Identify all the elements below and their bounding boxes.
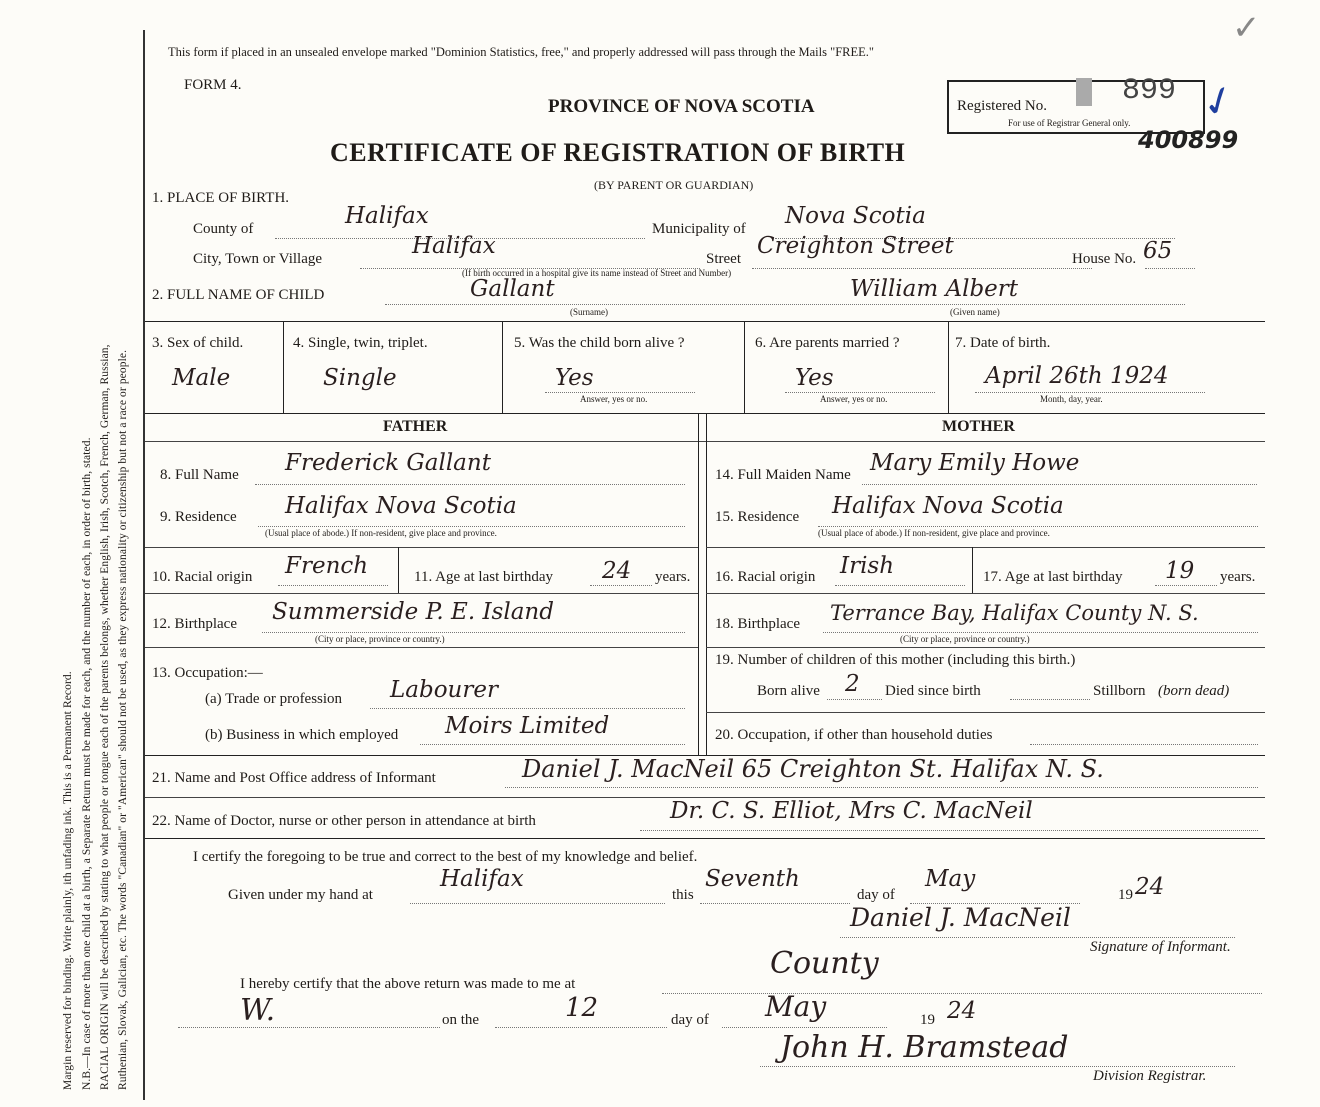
mother-children-label: 19. Number of children of this mother (including this birth.) <box>715 652 1076 668</box>
col-divider-1 <box>283 321 284 413</box>
father-business-value: Moirs Limited <box>445 713 610 739</box>
mother-birthplace-line <box>823 632 1258 633</box>
father-occupation-label: 13. Occupation:— <box>152 665 263 681</box>
registrar-year-prefix: 19 <box>920 1012 935 1028</box>
parent-divider-a <box>698 413 699 755</box>
city-label: City, Town or Village <box>193 251 323 267</box>
father-race-divider <box>398 547 399 593</box>
born-alive-caption: Answer, yes or no. <box>580 394 648 404</box>
registrar-place-value-2: W. <box>240 993 276 1028</box>
mother-name-line <box>862 484 1257 485</box>
rule-attendant-bottom <box>145 838 1265 839</box>
mother-race-line <box>835 585 965 586</box>
margin-rule <box>143 30 145 1100</box>
stillborn-label: Stillborn <box>1093 683 1146 699</box>
informant-label: 21. Name and Post Office address of Informant <box>152 770 436 786</box>
father-name-value: Frederick Gallant <box>285 450 491 476</box>
father-residence-line <box>258 526 685 527</box>
rule-details-top <box>145 321 1265 322</box>
father-trade-line <box>370 708 685 709</box>
mother-name-label: 14. Full Maiden Name <box>715 467 851 483</box>
mother-name-value: Mary Emily Howe <box>870 450 1080 476</box>
house-line <box>1145 268 1195 269</box>
date-of-birth-value: April 26th 1924 <box>985 363 1169 389</box>
street-line <box>752 268 1092 269</box>
given-name-caption: (Given name) <box>950 307 1000 317</box>
father-business-label: (b) Business in which employed <box>205 727 399 743</box>
form-label: FORM 4. <box>184 77 242 93</box>
informant-signature-label: Signature of Informant. <box>1090 939 1231 955</box>
attendant-line <box>640 830 1258 831</box>
registrar-signature: John H. Bramstead <box>780 1030 1069 1065</box>
father-race-line <box>278 585 388 586</box>
father-trade-value: Labourer <box>390 677 498 703</box>
father-business-line <box>420 744 685 745</box>
father-residence-value: Halifax Nova Scotia <box>285 493 517 519</box>
registrar-place-line <box>662 993 1262 994</box>
city-value: Halifax <box>412 233 496 259</box>
father-race-value: French <box>285 553 369 579</box>
registrar-signature-line <box>760 1066 1235 1067</box>
father-residence-label: 9. Residence <box>160 509 237 525</box>
born-alive-value: Yes <box>555 365 594 391</box>
registrar-signature-label: Division Registrar. <box>1093 1068 1207 1084</box>
informant-line <box>505 787 1258 788</box>
rule-father-occupation-top <box>145 647 698 648</box>
mother-birthplace-label: 18. Birthplace <box>715 616 800 632</box>
father-birthplace-line <box>262 632 685 633</box>
rule-mother-birthplace-top <box>706 593 1265 594</box>
mother-age-line <box>1155 585 1217 586</box>
date-of-birth-label: 7. Date of birth. <box>955 335 1051 351</box>
date-of-birth-caption: Month, day, year. <box>1040 394 1103 404</box>
attendant-value: Dr. C. S. Elliot, Mrs C. MacNeil <box>670 798 1033 824</box>
certify-year-value: 24 <box>1135 874 1165 900</box>
mother-residence-label: 15. Residence <box>715 509 800 525</box>
father-birthplace-caption: (City or place, province or country.) <box>315 634 445 644</box>
certificate-subtitle: (BY PARENT OR GUARDIAN) <box>594 178 754 192</box>
registrar-use-note: For use of Registrar General only. <box>1008 118 1131 128</box>
mother-race-divider <box>972 547 973 593</box>
street-label: Street <box>706 251 741 267</box>
registration-number: 899 <box>1122 74 1177 108</box>
place-of-birth-heading: 1. PLACE OF BIRTH. <box>152 190 290 206</box>
sex-label: 3. Sex of child. <box>152 335 244 351</box>
rule-mother-race-top <box>706 547 1265 548</box>
certify-statement: I certify the foregoing to be true and correct to the best of my knowledge and belief. <box>193 849 698 865</box>
house-value: 65 <box>1143 238 1173 264</box>
certify-year-prefix: 19 <box>1118 887 1133 903</box>
certify-day-line <box>700 903 850 904</box>
parents-married-caption: Answer, yes or no. <box>820 394 888 404</box>
rule-father-birthplace-top <box>145 593 698 594</box>
registered-no-label: Registered No. <box>957 98 1047 114</box>
died-since-birth-line <box>1010 699 1090 700</box>
mother-heading: MOTHER <box>942 418 1015 435</box>
father-heading: FATHER <box>383 418 448 435</box>
father-age-years: years. <box>655 569 691 585</box>
parent-divider-b <box>706 413 707 755</box>
born-alive-count-label: Born alive <box>757 683 820 699</box>
given-under-hand-label: Given under my hand at <box>228 887 373 903</box>
mother-age-value: 19 <box>1165 558 1195 584</box>
surname-caption: (Surname) <box>570 307 608 317</box>
certify-day-value: Seventh <box>705 866 800 892</box>
certify-place-line <box>410 903 665 904</box>
rule-mother-occupation-top <box>706 712 1265 713</box>
father-residence-caption: (Usual place of abode.) If non-resident, give place and province. <box>265 528 497 538</box>
registrar-statement: I hereby certify that the above return was made to me at <box>240 976 576 992</box>
mail-notice: This form if placed in an unsealed envelope marked "Dominion Statistics, free," and properly addressed will pass through the Mails "FREE." <box>168 45 875 59</box>
father-age-value: 24 <box>602 558 632 584</box>
registration-stamp <box>1076 78 1092 106</box>
mother-residence-line <box>818 526 1258 527</box>
certificate-title: CERTIFICATE OF REGISTRATION OF BIRTH <box>330 138 906 167</box>
mother-occupation-label: 20. Occupation, if other than household duties <box>715 727 993 743</box>
col-divider-2 <box>502 321 503 413</box>
father-name-label: 8. Full Name <box>160 467 239 483</box>
margin-note-racial-origin-cont: Ruthenian, Slovak, Galician, etc. The words "Canadian" or "American" should not be used, as they express nationality or citizenship but not a race or people. <box>117 349 129 1090</box>
rule-details-bottom <box>145 413 1265 414</box>
born-alive-label: 5. Was the child born alive ? <box>514 335 685 351</box>
county-label: County of <box>193 221 254 237</box>
plurality-value: Single <box>323 365 397 391</box>
county-value: Halifax <box>345 203 429 229</box>
mother-age-years: years. <box>1220 569 1256 585</box>
col-divider-4 <box>948 321 949 413</box>
mother-birthplace-caption: (City or place, province or country.) <box>900 634 1030 644</box>
certify-this-label: this <box>672 887 694 903</box>
father-birthplace-value: Summerside P. E. Island <box>272 599 554 625</box>
died-since-birth-label: Died since birth <box>885 683 981 699</box>
mother-occupation-line <box>1030 744 1258 745</box>
parents-married-line <box>785 392 935 393</box>
born-alive-line <box>545 392 695 393</box>
rule-mother-children-top <box>706 647 1265 648</box>
registrar-day-value: 12 <box>565 993 599 1023</box>
corner-checkmark-icon: ✓ <box>1232 10 1261 47</box>
child-name-label: 2. FULL NAME OF CHILD <box>152 287 325 303</box>
margin-note-racial-origin: RACIAL ORIGIN will be described by stating to what people or tongue each of the parents belongs, whether English, Irish, Scotch, French, German, Russian, <box>99 344 111 1090</box>
registrar-month-value: May <box>765 990 827 1023</box>
born-alive-count-line <box>827 699 882 700</box>
mother-race-label: 16. Racial origin <box>715 569 816 585</box>
mother-residence-value: Halifax Nova Scotia <box>832 493 1064 519</box>
stillborn-caption: (born dead) <box>1158 683 1230 699</box>
father-birthplace-label: 12. Birthplace <box>152 616 237 632</box>
certify-place-value: Halifax <box>440 866 524 892</box>
margin-note-binding: Margin reserved for binding. Write plainly, ith unfading ink. This is a Permanent Record. <box>62 671 74 1090</box>
date-of-birth-line <box>975 392 1205 393</box>
mother-age-label: 17. Age at last birthday <box>983 569 1123 585</box>
father-trade-label: (a) Trade or profession <box>205 691 343 707</box>
child-given-name: William Albert <box>850 276 1019 302</box>
informant-signature-line <box>840 937 1235 938</box>
registrar-on-the-label: on the <box>442 1012 480 1028</box>
plurality-label: 4. Single, twin, triplet. <box>293 335 428 351</box>
house-label: House No. <box>1072 251 1137 267</box>
registrar-place-value: County <box>770 946 879 981</box>
registration-number-full: 400899 <box>1138 126 1239 154</box>
rule-father-race-top <box>145 547 698 548</box>
margin-note-multiple-births: N.B.—In case of more than one child at a birth, a Separate Return must be made for each, and the number of each, in order of birth, stated. <box>81 437 93 1090</box>
parents-married-label: 6. Are parents married ? <box>755 335 900 351</box>
child-surname: Gallant <box>470 276 555 302</box>
parents-married-value: Yes <box>795 365 834 391</box>
blue-checkmark-icon: ✓ <box>1195 74 1243 129</box>
father-race-label: 10. Racial origin <box>152 569 253 585</box>
mother-birthplace-value: Terrance Bay, Halifax County N. S. <box>830 601 1199 625</box>
sex-value: Male <box>172 365 231 391</box>
born-alive-count-value: 2 <box>845 671 860 697</box>
father-name-line <box>255 484 685 485</box>
registrar-day-line <box>495 1027 667 1028</box>
street-value: Creighton Street <box>757 233 954 259</box>
child-name-line <box>385 304 1185 305</box>
informant-value: Daniel J. MacNeil 65 Creighton St. Halifax N. S. <box>522 755 1104 783</box>
municipality-value: Nova Scotia <box>785 203 926 229</box>
registrar-place-line-2 <box>178 1027 440 1028</box>
certify-month-value: May <box>925 866 976 892</box>
certify-day-of-label: day of <box>857 887 895 903</box>
father-age-line <box>590 585 652 586</box>
informant-signature: Daniel J. MacNeil <box>850 903 1071 932</box>
mother-race-value: Irish <box>840 553 895 579</box>
registrar-month-line <box>722 1027 887 1028</box>
mother-residence-caption: (Usual place of abode.) If non-resident, give place and province. <box>818 528 1050 538</box>
province-heading: PROVINCE OF NOVA SCOTIA <box>548 96 815 117</box>
col-divider-3 <box>744 321 745 413</box>
rule-parent-heading <box>145 441 1265 442</box>
hospital-note: (If birth occurred in a hospital give its name instead of Street and Number) <box>462 268 732 278</box>
registrar-year-value: 24 <box>947 998 977 1024</box>
municipality-label: Municipality of <box>652 221 746 237</box>
father-age-label: 11. Age at last birthday <box>414 569 553 585</box>
registrar-day-of-label: day of <box>671 1012 709 1028</box>
attendant-label: 22. Name of Doctor, nurse or other person in attendance at birth <box>152 813 536 829</box>
